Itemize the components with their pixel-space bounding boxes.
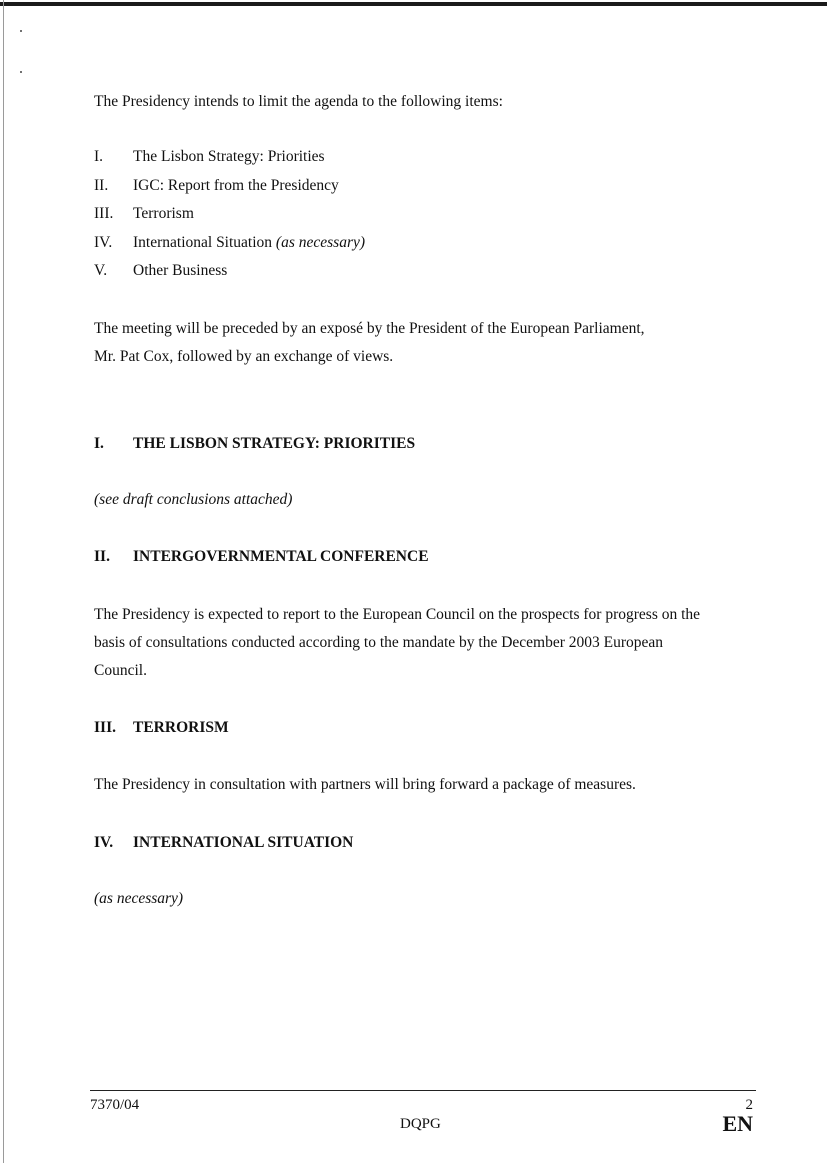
section-body-terrorism: The Presidency in consultation with partners will bring forward a package of measures. xyxy=(94,776,636,793)
agenda-number: IV. xyxy=(94,234,113,251)
scan-left-edge xyxy=(3,0,4,1163)
section-heading-lisbon: THE LISBON STRATEGY: PRIORITIES xyxy=(133,435,416,452)
agenda-number: V. xyxy=(94,262,108,279)
agenda-number: II. xyxy=(94,177,109,194)
top-border-rule xyxy=(0,2,827,6)
section-body-igc-line3: Council. xyxy=(94,662,147,679)
page-number: 2 xyxy=(745,1097,753,1113)
agenda-item-igc: IGC: Report from the Presidency xyxy=(133,177,339,194)
intro-text: The Presidency intends to limit the agenda to the following items: xyxy=(94,93,503,110)
meeting-text-line1: The meeting will be preceded by an exposé by the President of the European Parliament, xyxy=(94,320,645,337)
agenda-number: III. xyxy=(94,205,114,222)
agenda-item-lisbon: The Lisbon Strategy: Priorities xyxy=(133,148,325,165)
section-body-igc-line2: basis of consultations conducted according to the mandate by the December 2003 European xyxy=(94,634,664,651)
section-heading-igc: INTERGOVERNMENTAL CONFERENCE xyxy=(133,548,429,565)
section-body-lisbon: (see draft conclusions attached) xyxy=(94,491,293,508)
language-code: EN xyxy=(722,1111,753,1136)
scan-speck xyxy=(20,30,22,32)
document-reference: 7370/04 xyxy=(90,1097,140,1113)
section-number: I. xyxy=(94,435,104,452)
agenda-item-label: International Situation xyxy=(133,234,273,251)
agenda-number: I. xyxy=(94,148,104,165)
section-body-igc-line1: The Presidency is expected to report to the European Council on the prospects for progress on the xyxy=(94,606,701,623)
department-code: DQPG xyxy=(400,1116,441,1132)
scan-speck xyxy=(20,71,22,73)
section-heading-terrorism: TERRORISM xyxy=(133,719,229,736)
agenda-item-note: (as necessary) xyxy=(275,234,366,251)
section-number: II. xyxy=(94,548,110,565)
agenda-item-international xyxy=(133,229,365,257)
footer-rule xyxy=(90,1090,756,1091)
agenda-item-other: Other Business xyxy=(133,262,228,279)
section-number: III. xyxy=(94,719,116,736)
section-body-international: (as necessary) xyxy=(94,890,184,907)
section-number: IV. xyxy=(94,834,114,851)
section-heading-international: INTERNATIONAL SITUATION xyxy=(133,834,354,851)
agenda-item-terrorism: Terrorism xyxy=(133,205,194,222)
meeting-text-line2: Mr. Pat Cox, followed by an exchange of views. xyxy=(94,348,394,365)
